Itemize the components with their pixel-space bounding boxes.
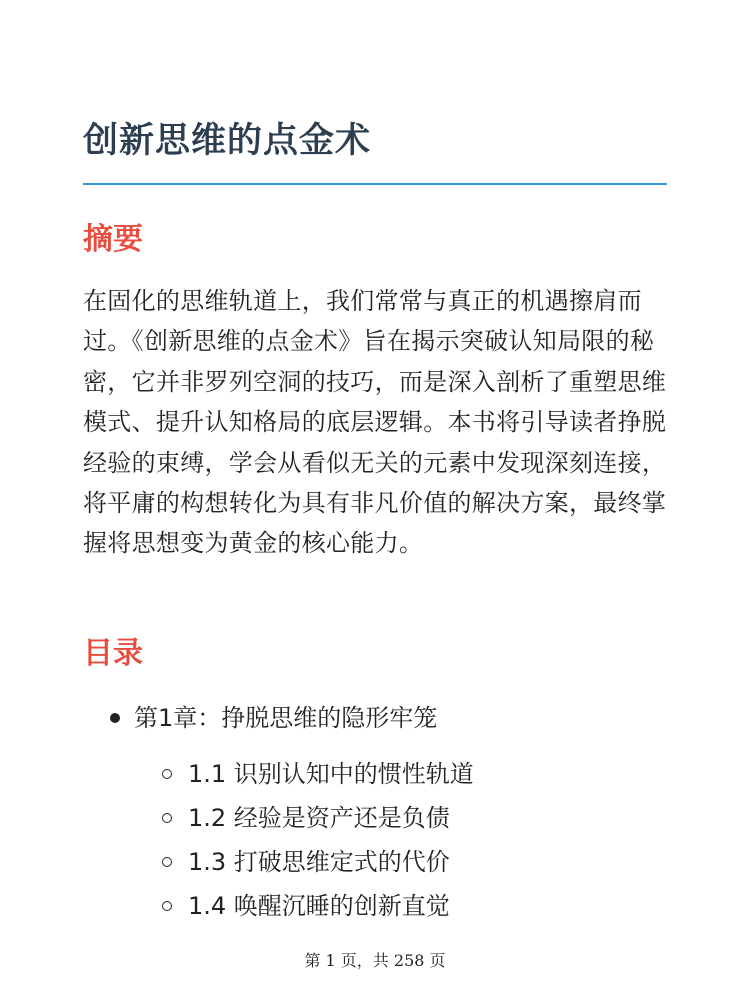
document-title: 创新思维的点金术: [83, 121, 372, 161]
toc-section-label: 1.1 识别认知中的惯性轨道: [188, 760, 474, 788]
page-number-footer: 第 1 页，共 258 页: [304, 951, 446, 970]
toc-section-label: 1.2 经验是资产还是负债: [188, 804, 450, 832]
toc-section-label: 1.3 打破思维定式的代价: [188, 848, 450, 876]
summary-heading: 摘要: [83, 222, 143, 257]
title-divider: [83, 183, 667, 185]
toc-section-label: 1.4 唤醒沉睡的创新直觉: [188, 892, 450, 920]
hollow-bullet-icon: [162, 769, 172, 779]
filled-bullet-icon: [110, 713, 120, 723]
toc-chapter-label: 第1章：挣脱思维的隐形牢笼: [134, 704, 438, 732]
summary-paragraph: 在固化的思维轨道上，我们常常与真正的机遇擦肩而过。《创新思维的点金术》旨在揭示突破认知局限的秘密，它并非罗列空洞的技巧，而是深入剖析了重塑思维模式、提升认知格局的底层逻辑。本书将引导读者挣脱经验的束缚，学会从看似无关的元素中发现深刻连接，将平庸的构想转化为具有非凡价值的解决方案，最终掌握将思想变为黄金的核心能力。: [83, 287, 667, 558]
toc-heading: 目录: [83, 636, 143, 671]
hollow-bullet-icon: [162, 901, 172, 911]
hollow-bullet-icon: [162, 813, 172, 823]
hollow-bullet-icon: [162, 857, 172, 867]
